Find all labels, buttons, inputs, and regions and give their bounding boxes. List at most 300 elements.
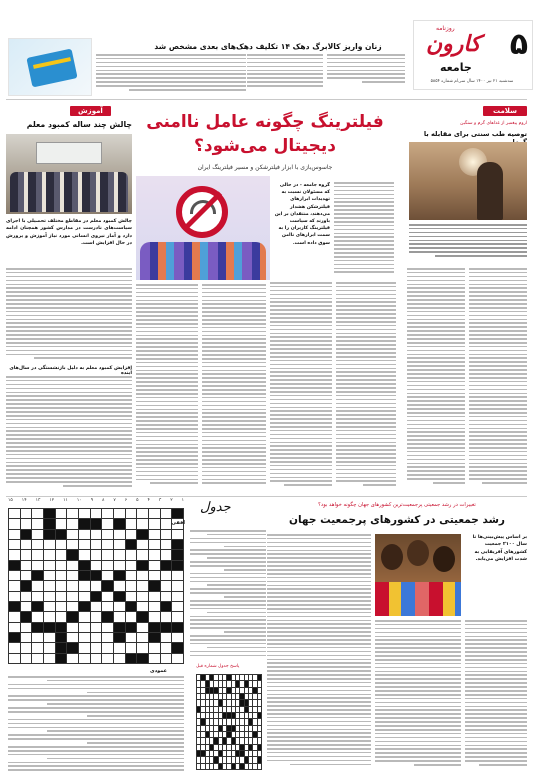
crossword-cell[interactable]	[161, 519, 172, 528]
crossword-cell[interactable]	[79, 571, 90, 580]
crossword-cell[interactable]	[172, 509, 183, 518]
answer-cell	[197, 688, 200, 693]
crossword-cell[interactable]	[149, 623, 160, 632]
crossword-cell[interactable]	[137, 581, 148, 590]
crossword-cell[interactable]	[56, 519, 67, 528]
crossword-cell[interactable]	[102, 571, 113, 580]
crossword-cell[interactable]	[126, 623, 137, 632]
answer-cell	[240, 757, 243, 762]
crossword-cell[interactable]	[137, 654, 148, 663]
crossword-cell[interactable]	[56, 540, 67, 549]
answer-cell	[197, 713, 200, 718]
crossword-cell[interactable]	[137, 633, 148, 642]
crossword-cell[interactable]	[126, 540, 137, 549]
crossword-cell[interactable]	[126, 602, 137, 611]
health-title: توصیه طب سنتی برای مقابله با	[423, 130, 527, 138]
crossword-cell[interactable]	[44, 623, 55, 632]
crossword-cell[interactable]	[102, 509, 113, 518]
crossword-cell[interactable]	[56, 654, 67, 663]
crossword-cell[interactable]	[149, 509, 160, 518]
crossword-cell[interactable]	[56, 581, 67, 590]
col-num: ۱	[181, 498, 184, 503]
answer-cell	[197, 700, 200, 705]
crossword-cell[interactable]	[114, 540, 125, 549]
crossword-cell[interactable]	[79, 612, 90, 621]
crossword-cell[interactable]	[79, 643, 90, 652]
crossword-cell[interactable]	[91, 550, 102, 559]
crossword-cell[interactable]	[44, 540, 55, 549]
crossword-cell[interactable]	[102, 540, 113, 549]
answer-cell	[245, 751, 248, 756]
crossword-cell[interactable]	[32, 602, 43, 611]
crossword-cell[interactable]	[137, 519, 148, 528]
crossword-cell[interactable]	[149, 540, 160, 549]
crossword-cell[interactable]	[137, 550, 148, 559]
answer-cell	[210, 700, 213, 705]
crossword-cell[interactable]	[21, 592, 32, 601]
crossword-cell[interactable]	[56, 530, 67, 539]
answer-cell	[245, 726, 248, 731]
crossword-cell[interactable]	[21, 643, 32, 652]
crossword-cell[interactable]	[9, 654, 20, 663]
crossword-cell[interactable]	[67, 633, 78, 642]
crossword-cell[interactable]	[172, 530, 183, 539]
answer-cell	[258, 764, 261, 769]
answer-cell	[249, 675, 252, 680]
crossword-cell[interactable]	[67, 654, 78, 663]
crossword-cell[interactable]	[114, 581, 125, 590]
crossword-cell[interactable]	[21, 530, 32, 539]
answer-cell	[232, 688, 235, 693]
answer-cell	[258, 707, 261, 712]
answer-cell	[197, 675, 200, 680]
answer-cell	[236, 732, 239, 737]
crossword-cell[interactable]	[161, 530, 172, 539]
answer-cell	[219, 757, 222, 762]
answer-cell	[227, 694, 230, 699]
col-num: ۵	[136, 498, 139, 503]
crossword-cell[interactable]	[32, 561, 43, 570]
crossword-cell[interactable]	[56, 602, 67, 611]
crossword-cell[interactable]	[67, 530, 78, 539]
answer-cell	[206, 738, 209, 743]
crossword-cell[interactable]	[67, 571, 78, 580]
crossword-cell[interactable]	[126, 581, 137, 590]
crossword-cell[interactable]	[114, 592, 125, 601]
crossword-cell[interactable]	[149, 612, 160, 621]
crossword-cell[interactable]	[126, 550, 137, 559]
crossword-cell[interactable]	[114, 571, 125, 580]
puzzle-horizontal-label: افقی	[171, 520, 185, 526]
crossword-cell[interactable]	[149, 561, 160, 570]
crossword-cell[interactable]	[149, 602, 160, 611]
crossword-cell[interactable]	[161, 654, 172, 663]
crossword-cell[interactable]	[79, 592, 90, 601]
crossword-cell[interactable]	[161, 623, 172, 632]
crossword-cell[interactable]	[21, 612, 32, 621]
crossword-cell[interactable]	[126, 612, 137, 621]
answer-cell	[219, 707, 222, 712]
crossword-cell[interactable]	[126, 561, 137, 570]
crossword-cell[interactable]	[126, 643, 137, 652]
crossword-cell[interactable]	[32, 519, 43, 528]
crossword-cell[interactable]	[44, 530, 55, 539]
crossword-cell[interactable]	[32, 540, 43, 549]
crossword-cell[interactable]	[137, 509, 148, 518]
crossword-cell[interactable]	[91, 530, 102, 539]
crossword-cell[interactable]	[44, 581, 55, 590]
crossword-cell[interactable]	[172, 581, 183, 590]
crossword-cell[interactable]	[32, 654, 43, 663]
crossword-cell[interactable]	[91, 561, 102, 570]
crossword-cell[interactable]	[161, 592, 172, 601]
crossword-cell[interactable]	[137, 561, 148, 570]
crossword-cell[interactable]	[102, 633, 113, 642]
crossword-cell[interactable]	[67, 540, 78, 549]
col-num: ۳	[158, 498, 162, 503]
answer-cell	[197, 764, 200, 769]
crossword-cell[interactable]	[172, 550, 183, 559]
crossword-grid[interactable]	[8, 508, 184, 664]
crossword-cell[interactable]	[149, 592, 160, 601]
crossword-cell[interactable]	[44, 602, 55, 611]
col-num: ۲	[170, 498, 173, 503]
answer-cell	[258, 713, 261, 718]
crossword-cell[interactable]	[9, 623, 20, 632]
crossword-cell[interactable]	[67, 592, 78, 601]
crossword-cell[interactable]	[21, 571, 32, 580]
crossword-cell[interactable]	[67, 561, 78, 570]
crossword-cell[interactable]	[126, 571, 137, 580]
col-num: ۱۲	[49, 498, 55, 503]
crossword-cell[interactable]	[9, 561, 20, 570]
answer-cell	[258, 738, 261, 743]
answer-grid	[196, 674, 262, 770]
crossword-cell[interactable]	[149, 643, 160, 652]
crossword-cell[interactable]	[137, 612, 148, 621]
crossword-cell[interactable]	[91, 540, 102, 549]
answer-cell	[214, 713, 217, 718]
crossword-cell[interactable]	[9, 550, 20, 559]
answer-cell	[223, 681, 226, 686]
crossword-cell[interactable]	[79, 550, 90, 559]
crossword-cell[interactable]	[67, 602, 78, 611]
answer-cell	[223, 751, 226, 756]
crossword-cell[interactable]	[137, 602, 148, 611]
crossword-cell[interactable]	[67, 509, 78, 518]
answer-cell	[245, 700, 248, 705]
answer-cell	[201, 713, 204, 718]
crossword-cell[interactable]	[114, 519, 125, 528]
crossword-cell[interactable]	[21, 654, 32, 663]
answer-cell	[253, 757, 256, 762]
answer-cell	[197, 732, 200, 737]
crossword-cell[interactable]	[32, 550, 43, 559]
crossword-cell[interactable]	[32, 633, 43, 642]
answer-cell	[223, 719, 226, 724]
crossword-cell[interactable]	[161, 602, 172, 611]
crossword-cell[interactable]	[56, 550, 67, 559]
crossword-cell[interactable]	[91, 643, 102, 652]
crossword-cell[interactable]	[102, 519, 113, 528]
crossword-cell[interactable]	[9, 509, 20, 518]
answer-cell	[219, 751, 222, 756]
crossword-cell[interactable]	[172, 602, 183, 611]
crossword-cell[interactable]	[172, 561, 183, 570]
crossword-cell[interactable]	[114, 561, 125, 570]
education-body-2	[6, 376, 132, 490]
crossword-cell[interactable]	[172, 571, 183, 580]
answer-cell	[214, 751, 217, 756]
crossword-cell[interactable]	[56, 561, 67, 570]
crossword-cell[interactable]	[9, 530, 20, 539]
top-story-body-col2	[247, 54, 323, 92]
crossword-cell[interactable]	[91, 623, 102, 632]
crossword-cell[interactable]	[149, 519, 160, 528]
crossword-cell[interactable]	[79, 540, 90, 549]
crossword-cell[interactable]	[9, 643, 20, 652]
crossword-cell[interactable]	[114, 633, 125, 642]
crossword-cell[interactable]	[21, 581, 32, 590]
crossword-cell[interactable]	[9, 540, 20, 549]
crossword-cell[interactable]	[79, 633, 90, 642]
crossword-cell[interactable]	[172, 643, 183, 652]
issue-line: سه‌شنبه ۲۱ تیر ۱۴۰۰ سال سی‌ام شماره ۵۸۵۴	[430, 79, 514, 84]
crossword-cell[interactable]	[91, 581, 102, 590]
answer-cell	[214, 732, 217, 737]
crossword-cell[interactable]	[79, 654, 90, 663]
crossword-cell[interactable]	[102, 602, 113, 611]
crossword-cell[interactable]	[9, 592, 20, 601]
crossword-cell[interactable]	[161, 612, 172, 621]
crossword-cell[interactable]	[9, 602, 20, 611]
crossword-cell[interactable]	[161, 509, 172, 518]
answer-cell	[227, 675, 230, 680]
crossword-cell[interactable]	[56, 509, 67, 518]
crossword-cell[interactable]	[21, 633, 32, 642]
crossword-cell[interactable]	[21, 602, 32, 611]
crossword-cell[interactable]	[172, 654, 183, 663]
child-face-1	[381, 544, 403, 570]
crossword-cell[interactable]	[137, 571, 148, 580]
crossword-cell[interactable]	[172, 540, 183, 549]
crossword-cell[interactable]	[44, 612, 55, 621]
crossword-cell[interactable]	[56, 623, 67, 632]
crossword-cell[interactable]	[114, 643, 125, 652]
crossword-cell[interactable]	[67, 581, 78, 590]
crossword-cell[interactable]	[9, 571, 20, 580]
crossword-cell[interactable]	[161, 550, 172, 559]
education-lead: چالش کمبود معلم در مقاطع مختلف تحصیلی با اجرای سیاست‌های نادرست در مدارس کشور همچنان ادامه دارد و آمار نیروی انسانی مورد نیاز آموزش و پرورش در حال افزایش است.	[6, 219, 132, 247]
answer-cell	[206, 700, 209, 705]
answer-cell	[206, 757, 209, 762]
crossword-cell[interactable]	[32, 509, 43, 518]
crossword-cell[interactable]	[21, 540, 32, 549]
crossword-cell[interactable]	[161, 561, 172, 570]
crossword-cell[interactable]	[56, 643, 67, 652]
crossword-cell[interactable]	[56, 633, 67, 642]
crossword-cell[interactable]	[67, 612, 78, 621]
masthead-divider	[6, 99, 527, 100]
crossword-cell[interactable]	[114, 623, 125, 632]
crossword-cell[interactable]	[9, 519, 20, 528]
crossword-cell[interactable]	[102, 612, 113, 621]
crossword-cell[interactable]	[149, 633, 160, 642]
crossword-cell[interactable]	[32, 612, 43, 621]
crossword-cell[interactable]	[114, 530, 125, 539]
crossword-cell[interactable]	[21, 550, 32, 559]
crossword-cell[interactable]	[32, 530, 43, 539]
crossword-cell[interactable]	[44, 561, 55, 570]
crossword-cell[interactable]	[149, 530, 160, 539]
crossword-cell[interactable]	[67, 550, 78, 559]
answer-cell	[236, 738, 239, 743]
crossword-cell[interactable]	[126, 654, 137, 663]
crossword-cell[interactable]	[102, 581, 113, 590]
crossword-cell[interactable]	[91, 633, 102, 642]
answer-cell	[253, 713, 256, 718]
crossword-cell[interactable]	[172, 592, 183, 601]
crossword-cell[interactable]	[137, 643, 148, 652]
crossword-cell[interactable]	[137, 592, 148, 601]
crossword-cell[interactable]	[149, 654, 160, 663]
crossword-cell[interactable]	[21, 561, 32, 570]
crossword-cell[interactable]	[149, 571, 160, 580]
crossword-cell[interactable]	[91, 612, 102, 621]
crossword-cell[interactable]	[102, 654, 113, 663]
crossword-cell[interactable]	[91, 592, 102, 601]
answer-cell	[245, 764, 248, 769]
answer-cell	[201, 694, 204, 699]
crossword-cell[interactable]	[91, 571, 102, 580]
crossword-cell[interactable]	[79, 581, 90, 590]
crossword-cell[interactable]	[44, 654, 55, 663]
answer-cell	[240, 688, 243, 693]
crossword-cell[interactable]	[126, 509, 137, 518]
crossword-cell[interactable]	[161, 633, 172, 642]
education-title: چالش چند ساله کمبود معلم	[26, 120, 132, 129]
crossword-cell[interactable]	[91, 519, 102, 528]
crossword-cell[interactable]	[102, 561, 113, 570]
crossword-cell[interactable]	[79, 530, 90, 539]
crossword-cell[interactable]	[67, 643, 78, 652]
answer-cell	[219, 694, 222, 699]
crossword-cell[interactable]	[172, 623, 183, 632]
crossword-cell[interactable]	[32, 592, 43, 601]
crossword-cell[interactable]	[9, 633, 20, 642]
crossword-cell[interactable]	[114, 654, 125, 663]
crossword-cell[interactable]	[126, 633, 137, 642]
answer-cell	[253, 688, 256, 693]
crossword-cell[interactable]	[44, 633, 55, 642]
answer-cell	[227, 719, 230, 724]
crossword-cell[interactable]	[79, 561, 90, 570]
answer-cell	[210, 726, 213, 731]
crossword-cell[interactable]	[21, 509, 32, 518]
page-number: ۵	[509, 27, 528, 62]
crossword-cell[interactable]	[102, 550, 113, 559]
puzzle-clues-horizontal	[190, 530, 266, 660]
crossword-cell[interactable]	[79, 509, 90, 518]
crossword-cell[interactable]	[21, 519, 32, 528]
answer-cell	[236, 700, 239, 705]
answer-cell	[253, 694, 256, 699]
answer-cell	[232, 745, 235, 750]
population-body-col3	[375, 620, 461, 774]
crossword-cell[interactable]	[67, 519, 78, 528]
answer-cell	[227, 764, 230, 769]
crossword-cell[interactable]	[126, 530, 137, 539]
crossword-cell[interactable]	[32, 581, 43, 590]
crossword-cell[interactable]	[44, 509, 55, 518]
logo-prefix: روزنامه	[436, 25, 455, 32]
crossword-cell[interactable]	[32, 571, 43, 580]
crossword-cell[interactable]	[44, 550, 55, 559]
crossword-cell[interactable]	[67, 623, 78, 632]
crossword-cell[interactable]	[9, 612, 20, 621]
crossword-cell[interactable]	[149, 550, 160, 559]
crossword-cell[interactable]	[172, 633, 183, 642]
child-face-3	[433, 546, 455, 572]
crossword-cell[interactable]	[44, 571, 55, 580]
crossword-cell[interactable]	[32, 623, 43, 632]
crossword-cell[interactable]	[126, 519, 137, 528]
crossword-cell[interactable]	[161, 643, 172, 652]
crossword-cell[interactable]	[79, 519, 90, 528]
crossword-cell[interactable]	[91, 509, 102, 518]
crossword-cell[interactable]	[137, 623, 148, 632]
answer-cell	[240, 719, 243, 724]
crossword-cell[interactable]	[44, 643, 55, 652]
crossword-cell[interactable]	[137, 540, 148, 549]
crossword-cell[interactable]	[56, 571, 67, 580]
answer-cell	[227, 745, 230, 750]
crossword-cell[interactable]	[79, 623, 90, 632]
crossword-cell[interactable]	[149, 581, 160, 590]
crossword-cell[interactable]	[91, 654, 102, 663]
crossword-cell[interactable]	[44, 519, 55, 528]
crossword-cell[interactable]	[114, 612, 125, 621]
crossword-cell[interactable]	[172, 612, 183, 621]
answer-cell	[227, 726, 230, 731]
crossword-cell[interactable]	[161, 540, 172, 549]
crossword-cell[interactable]	[79, 602, 90, 611]
crossword-cell[interactable]	[32, 643, 43, 652]
crossword-cell[interactable]	[114, 550, 125, 559]
crossword-cell[interactable]	[126, 592, 137, 601]
answer-cell	[249, 738, 252, 743]
crossword-cell[interactable]	[114, 509, 125, 518]
crossword-cell[interactable]	[114, 602, 125, 611]
crossword-cell[interactable]	[102, 592, 113, 601]
crossword-cell[interactable]	[56, 592, 67, 601]
crossword-cell[interactable]	[102, 623, 113, 632]
crossword-cell[interactable]	[161, 581, 172, 590]
crossword-cell[interactable]	[56, 612, 67, 621]
crossword-cell[interactable]	[161, 571, 172, 580]
main-body-col5	[202, 284, 266, 490]
crossword-cell[interactable]	[44, 592, 55, 601]
crossword-cell[interactable]	[91, 602, 102, 611]
answer-cell	[240, 745, 243, 750]
answer-cell	[232, 751, 235, 756]
crossword-cell[interactable]	[102, 643, 113, 652]
crossword-cell[interactable]	[137, 530, 148, 539]
col-num: ۸	[102, 498, 105, 503]
crossword-cell[interactable]	[9, 581, 20, 590]
crossword-cell[interactable]	[21, 623, 32, 632]
crossword-cell[interactable]	[102, 530, 113, 539]
